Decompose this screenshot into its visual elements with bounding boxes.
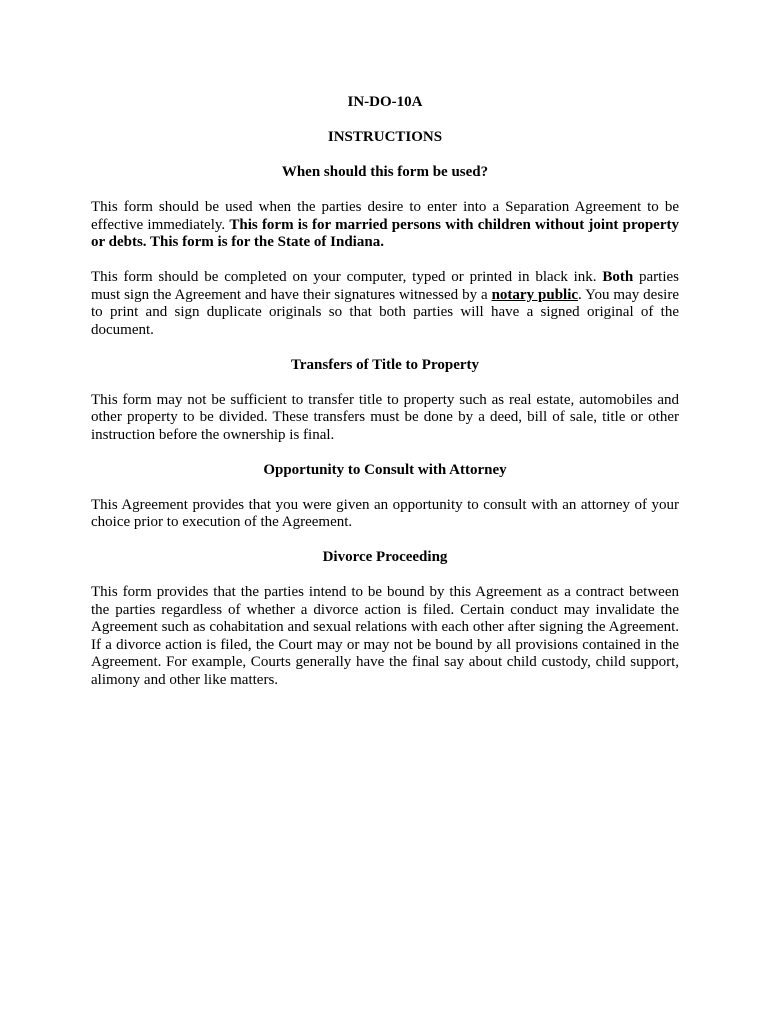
text-run: This Agreement provides that you were given an opportunity to consult with an attorney of your choice prior to execution of the Agreement. [91,496,679,530]
text-run: This form is for married persons with children without joint property or debts. This form is for the State of Indiana. [91,216,679,250]
section-heading-attorney: Opportunity to Consult with Attorney [263,461,507,478]
text-run: parties must sign the Agreement and have their signatures witnessed by a [91,269,679,303]
text-run: This form should be completed on your computer, typed or printed in black ink. [91,269,603,285]
text-run: This form may not be sufficient to transfer title to property such as real estate, automobiles and other property to be divided. These transfers must be done by a deed, bill of sale, title or other instruction before the ownership is final. [91,391,679,443]
section-heading-transfers: Transfers of Title to Property [290,356,480,373]
text-run: notary public [491,286,579,303]
section-heading-when-used: When should this form be used? [281,164,489,180]
text-run: . You may desire to print and sign duplicate originals so that both parties will have a signed original of the document. [91,286,679,338]
paragraph-when-used-1 [91,199,679,252]
form-id-title: IN-DO-10A [347,94,423,110]
text-run: This form provides that the parties intend to be bound by this Agreement as a contract between the parties regardless of whether a divorce action is filed. Certain conduct may invalidate the Agreement such as cohabitation and sexual relations with each other after signing the Agreement. If a divorce action is filed, the Court may or may not be bound by all provisions contained in the Agreement. For example, Courts generally have the final say about child custody, child support, alimony and other like matters. [91,584,679,688]
text-run: This form should be used when the parties desire to enter into a Separation Agreement to be effective immediately. [91,199,679,233]
paragraph-transfers [91,392,679,445]
text-run: Both [602,269,634,285]
section-heading-divorce: Divorce Proceeding [322,549,448,565]
document-title: INSTRUCTIONS [327,129,443,145]
paragraph-attorney [91,497,679,532]
paragraph-divorce [91,584,679,689]
paragraph-when-used-2 [91,269,679,339]
